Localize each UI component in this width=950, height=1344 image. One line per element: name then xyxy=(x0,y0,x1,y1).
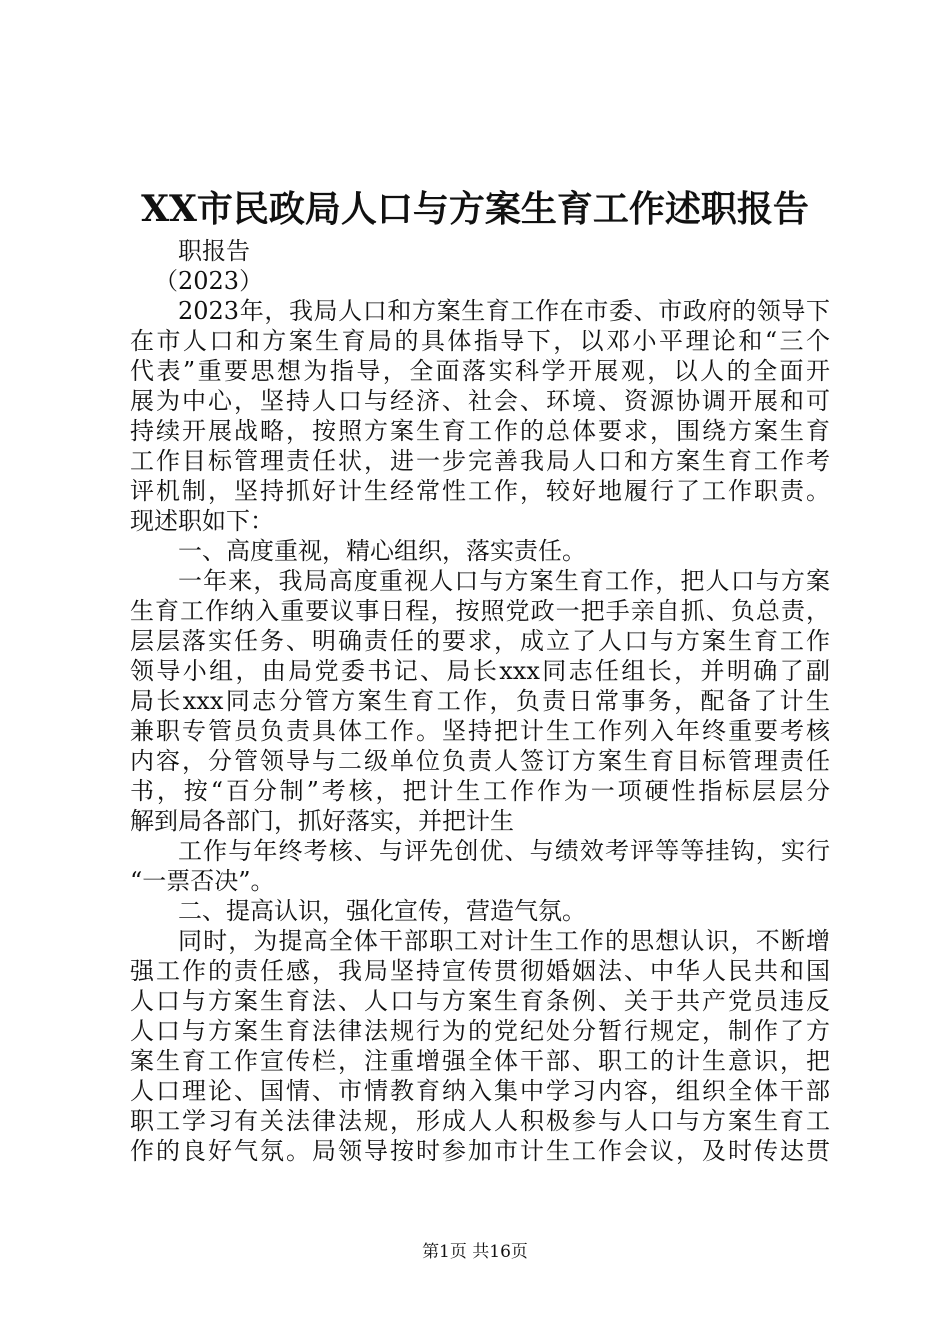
body-text-line: 工作与年终考核、与评先创优、与绩效考评等等挂钩，实行 xyxy=(178,837,830,865)
body-text-line: 一年来，我局高度重视人口与方案生育工作，把人口与方案 xyxy=(178,567,830,595)
body-text-line: 工作目标管理责任状，进一步完善我局人口和方案生育工作考 xyxy=(130,447,830,475)
body-text-line: 内容，分管领导与二级单位负责人签订方案生育目标管理责任 xyxy=(130,747,830,775)
body-text-line: （2023） xyxy=(154,267,264,295)
body-text-line: 2023年，我局人口和方案生育工作在市委、市政府的领导下 xyxy=(178,297,830,325)
body-text-line: 生育工作纳入重要议事日程，按照党政一把手亲自抓、负总责， xyxy=(130,597,830,625)
body-text-line: 职报告 xyxy=(178,237,250,265)
body-text-line: 书，按“百分制”考核，把计生工作作为一项硬性指标层层分 xyxy=(130,777,830,805)
body-text-line: 作的良好气氛。局领导按时参加市计生工作会议，及时传达贯 xyxy=(130,1137,830,1165)
page-footer: 第1页 共16页 xyxy=(422,1242,528,1262)
body-text-line: 同时，为提高全体干部职工对计生工作的思想认识，不断增 xyxy=(178,927,830,955)
body-text-line: 解到局各部门，抓好落实，并把计生 xyxy=(130,807,514,835)
body-text-line: 持续开展战略，按照方案生育工作的总体要求，围绕方案生育 xyxy=(130,417,830,445)
body-text-line: 现述职如下： xyxy=(130,507,274,535)
document-title: XX市民政局人口与方案生育工作述职报告 xyxy=(141,188,809,230)
body-text-line: 层层落实任务、明确责任的要求，成立了人口与方案生育工作 xyxy=(130,627,830,655)
body-text-line: 兼职专管员负责具体工作。坚持把计生工作列入年终重要考核 xyxy=(130,717,830,745)
body-text-line: 一、高度重视，精心组织，落实责任。 xyxy=(178,537,586,565)
body-text-line: 职工学习有关法律法规，形成人人积极参与人口与方案生育工 xyxy=(130,1107,830,1135)
body-text-line: 强工作的责任感，我局坚持宣传贯彻婚姻法、中华人民共和国 xyxy=(130,957,830,985)
body-text-line: 代表”重要思想为指导，全面落实科学开展观，以人的全面开 xyxy=(130,357,830,385)
body-text-line: 领导小组，由局党委书记、局长xxx同志任组长，并明确了副 xyxy=(130,657,830,685)
body-text-line: 二、提高认识，强化宣传，营造气氛。 xyxy=(178,897,586,925)
document-body xyxy=(130,236,830,1166)
body-text-line: 案生育工作宣传栏，注重增强全体干部、职工的计生意识，把 xyxy=(130,1047,830,1075)
body-text-line: 人口与方案生育法、人口与方案生育条例、关于共产党员违反 xyxy=(130,987,830,1015)
body-text-line: “一票否决”。 xyxy=(130,867,275,895)
body-text-line: 展为中心，坚持人口与经济、社会、环境、资源协调开展和可 xyxy=(130,387,830,415)
body-text-line: 局长xxx同志分管方案生育工作，负责日常事务，配备了计生 xyxy=(130,687,830,715)
body-text-line: 人口理论、国情、市情教育纳入集中学习内容，组织全体干部 xyxy=(130,1077,830,1105)
body-text-line: 评机制，坚持抓好计生经常性工作，较好地履行了工作职责。 xyxy=(130,477,830,505)
body-text-line: 在市人口和方案生育局的具体指导下，以邓小平理论和“三个 xyxy=(130,327,830,355)
body-text-line: 人口与方案生育法律法规行为的党纪处分暂行规定，制作了方 xyxy=(130,1017,830,1045)
